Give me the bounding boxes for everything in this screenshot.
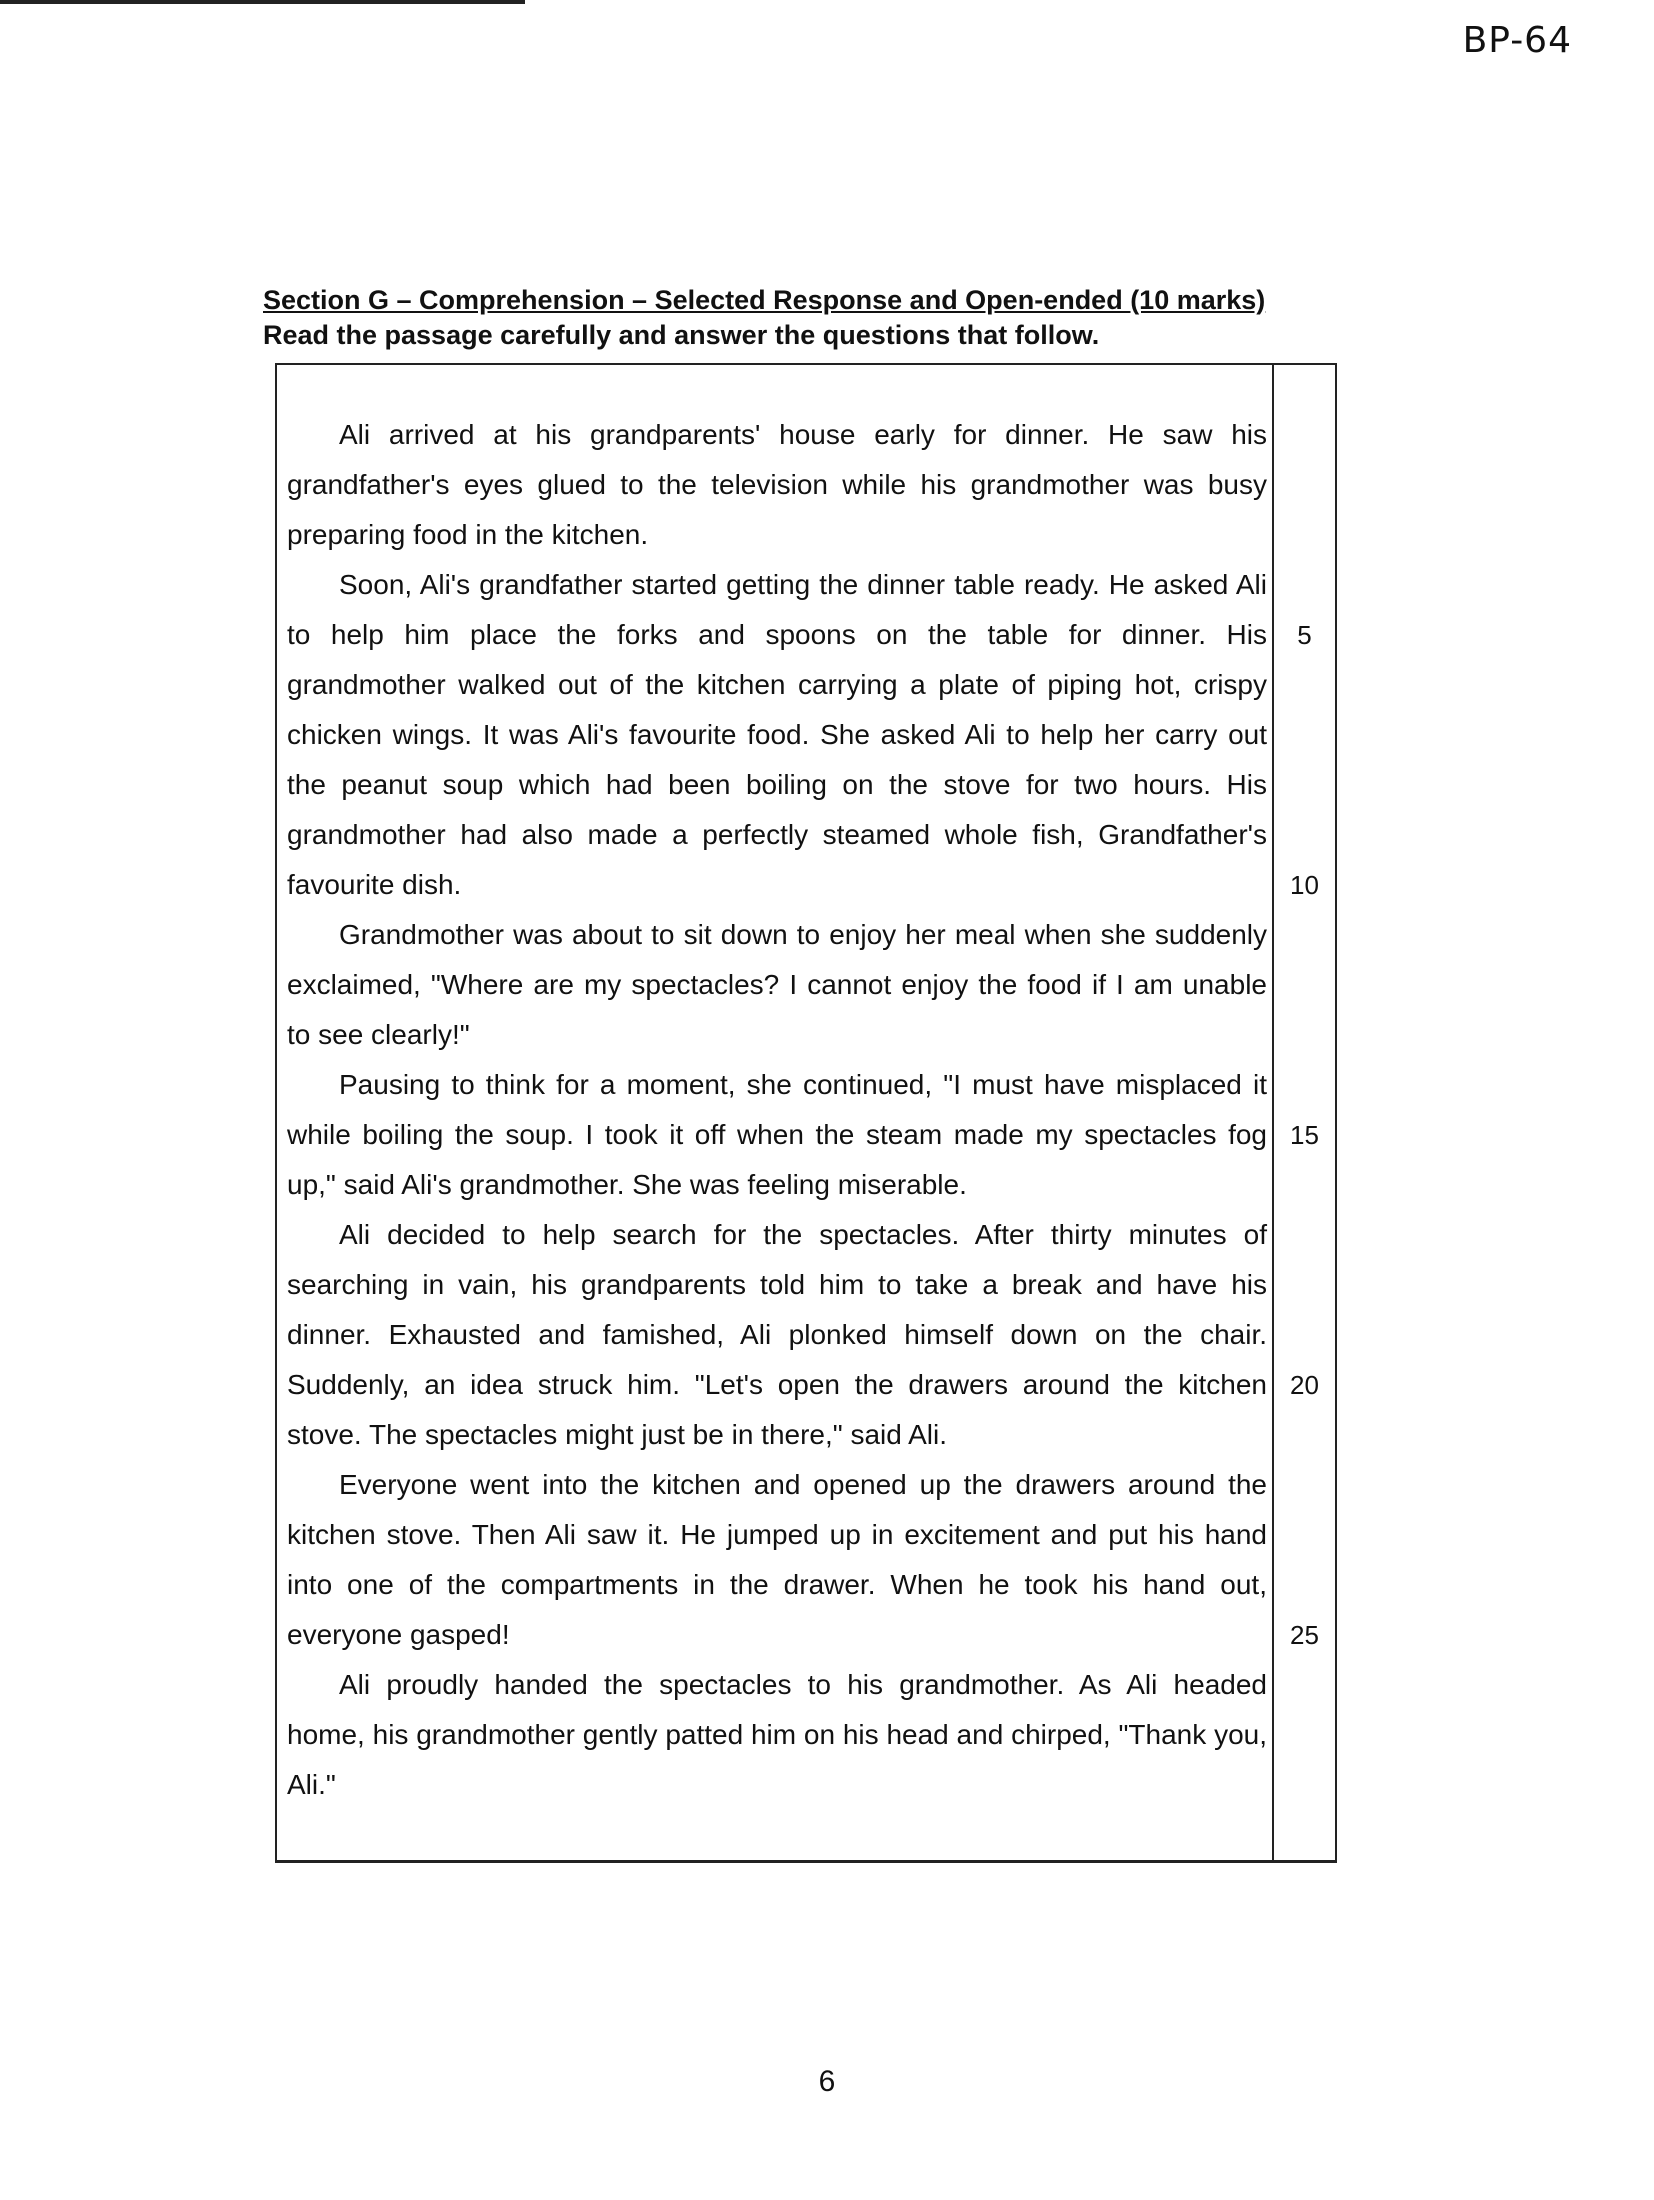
passage-text	[287, 410, 1267, 1810]
paragraph-5: Ali decided to help search for the spectacles. After thirty minutes of searching in vain, his grandparents told him to take a break and have his dinner. Exhausted and famished, Ali plonked himself down on the chair. Suddenly, an idea struck him. "Let's open the drawers around the kitchen stove. The spectacles might just be in there," said Ali.	[287, 1219, 1267, 1450]
paragraph-7: Ali proudly handed the spectacles to his grandmother. As Ali headed home, his grandmother gently patted him on his head and chirped, "Thank you, Ali."	[287, 1669, 1267, 1800]
instruction: Read the passage carefully and answer the questions that follow.	[263, 320, 1100, 350]
paragraph-1: Ali arrived at his grandparents' house early for dinner. He saw his grandfather's eyes glued to the television while his grandmother was busy preparing food in the kitchen.	[287, 419, 1267, 550]
line-number-20: 20	[1290, 1370, 1319, 1400]
paragraph-3: Grandmother was about to sit down to enjoy her meal when she suddenly exclaimed, "Where are my spectacles? I cannot enjoy the food if I am unable to see clearly!"	[287, 919, 1267, 1050]
top-rule	[0, 0, 525, 4]
line-number-10: 10	[1290, 870, 1319, 900]
paragraph-4: Pausing to think for a moment, she continued, "I must have misplaced it while boiling the soup. I took it off when the steam made my spectacles fog up," said Ali's grandmother. She was feeling miserable.	[287, 1069, 1267, 1200]
line-number-15: 15	[1290, 1120, 1319, 1150]
paragraph-2: Soon, Ali's grandfather started getting the dinner table ready. He asked Ali to help him place the forks and spoons on the table for dinner. His grandmother walked out of the kitchen carrying a plate of piping hot, crispy chicken wings. It was Ali's favourite food. She asked Ali to help her carry out the peanut soup which had been boiling on the stove for two hours. His grandmother had also made a perfectly steamed whole fish, Grandfather's favourite dish.	[287, 569, 1267, 900]
section-title: Section G – Comprehension – Selected Response and Open-ended (10 marks)	[263, 285, 1266, 315]
page-number: 6	[818, 2065, 836, 2098]
paragraph-6: Everyone went into the kitchen and opened up the drawers around the kitchen stove. Then Ali saw it. He jumped up in excitement and put his hand into one of the compartments in the drawer. When he took his hand out, everyone gasped!	[287, 1469, 1267, 1650]
line-number-5: 5	[1297, 620, 1312, 650]
paper-code: BP-64	[1462, 20, 1572, 61]
line-number-25: 25	[1290, 1620, 1319, 1650]
